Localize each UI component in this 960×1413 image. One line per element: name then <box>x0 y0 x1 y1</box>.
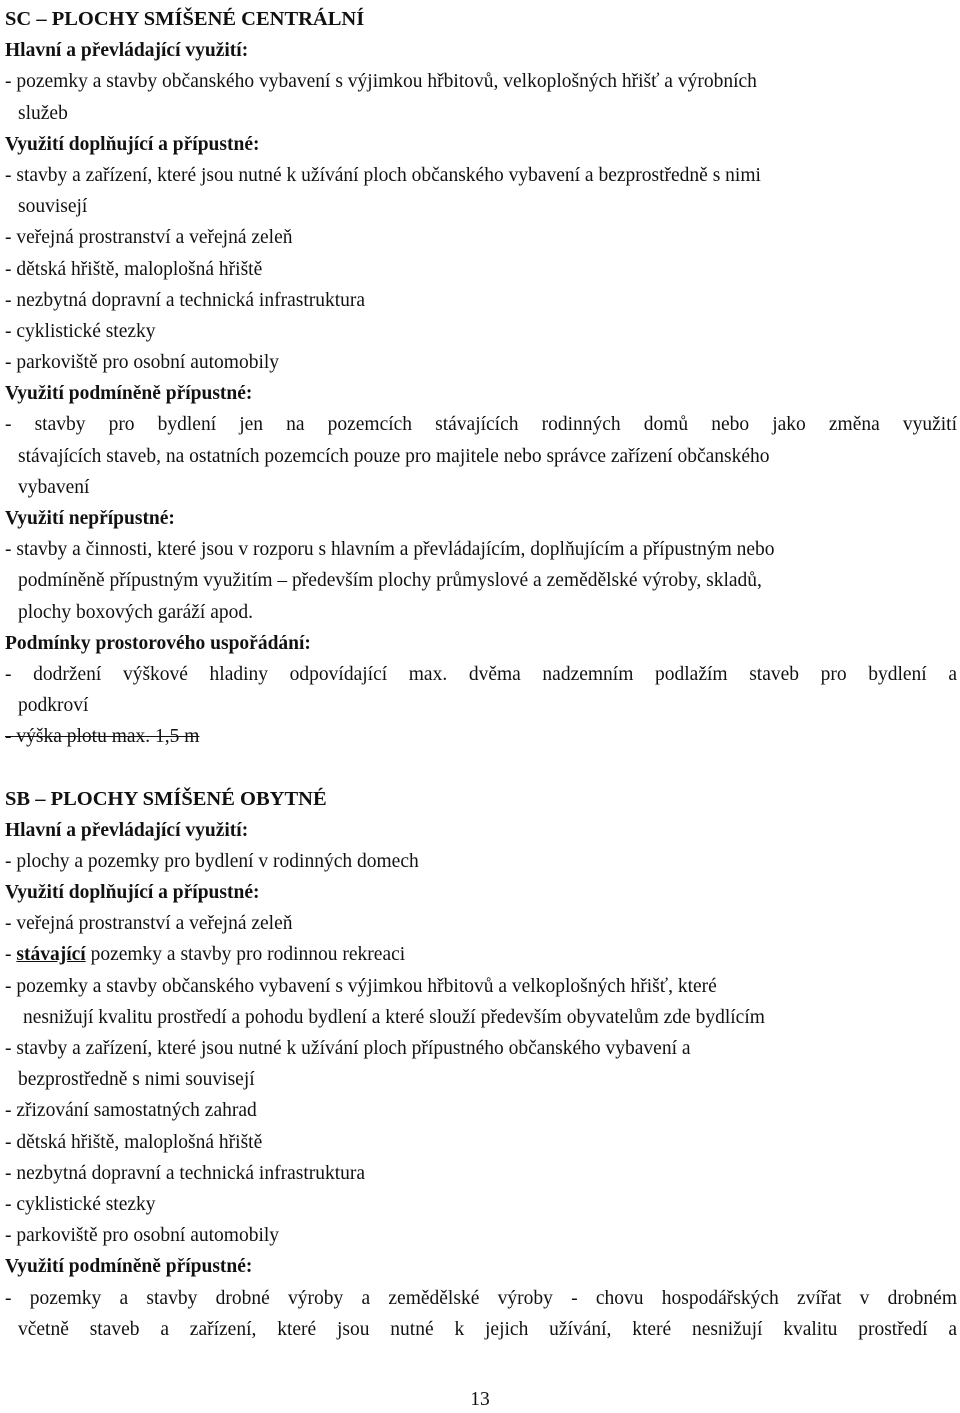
list-item-continuation: stávajících staveb, na ostatních pozemcích pouze pro majitele nebo správce zařízení občanského <box>18 445 770 467</box>
list-item: - cyklistické stezky <box>5 1193 156 1215</box>
heading-forbidden-use: Využití nepřípustné: <box>5 508 175 529</box>
list-item: - stavby a činnosti, které jsou v rozporu s hlavním a převládajícím, doplňujícím a přípustným nebo <box>5 539 775 561</box>
list-item-continuation: plochy boxových garáží apod. <box>18 601 254 623</box>
heading-supplementary-use: Využití doplňující a přípustné: <box>5 133 260 155</box>
list-item: - nezbytná dopravní a technická infrastruktura <box>5 1162 366 1184</box>
list-item: - plochy a pozemky pro bydlení v rodinných domech <box>5 850 419 872</box>
heading-main-use: Hlavní a převládající využití: <box>5 819 249 841</box>
list-item-continuation: vybavení <box>18 476 90 498</box>
list-item-continuation: podmíněně přípustným využitím – především plochy průmyslové a zemědělské výroby, skladů, <box>18 570 762 592</box>
list-item <box>5 939 957 970</box>
list-item: - pozemky a stavby občanského vybavení s výjimkou hřbitovů, velkoplošných hřišť a výrobních <box>5 71 757 93</box>
list-item: - dětská hřiště, maloplošná hřiště <box>5 258 263 280</box>
list-item: - veřejná prostranství a veřejná zeleň <box>5 227 293 249</box>
list-item: - dětská hřiště, maloplošná hřiště <box>5 1131 263 1153</box>
list-item-struck <box>5 721 957 752</box>
list-item: - pozemky a stavby občanského vybavení s výjimkou hřbitovů a velkoplošných hřišť, které <box>5 975 717 997</box>
section-title-sc: SC – PLOCHY SMÍŠENÉ CENTRÁLNÍ <box>5 8 365 30</box>
list-item: - zřizování samostatných zahrad <box>5 1100 257 1122</box>
page-number: 13 <box>470 1389 490 1410</box>
struck-text: - výška plotu max. 1,5 m <box>5 726 200 748</box>
list-item: - nezbytná dopravní a technická infrastruktura <box>5 289 366 311</box>
heading-main-use: Hlavní a převládající využití: <box>5 40 249 62</box>
list-item: - cyklistické stezky <box>5 320 156 342</box>
document-page <box>5 4 957 1345</box>
list-item: - dodržení výškové hladiny odpovídající max. dvěma nadzemním podlažím staveb pro bydlení a <box>5 663 957 685</box>
heading-supplementary-use: Využití doplňující a přípustné: <box>5 882 260 904</box>
list-item: - stavby a zařízení, které jsou nutné k užívání ploch přípustného občanského vybavení a <box>5 1038 691 1059</box>
section-title-sb: SB – PLOCHY SMÍŠENÉ OBYTNÉ <box>5 787 327 810</box>
list-item-continuation: souvisejí <box>18 196 88 218</box>
list-item: - stavby pro bydlení jen na pozemcích stávajících rodinných domů nebo jako změna využití <box>5 414 957 436</box>
heading-conditional-use: Využití podmíněně přípustné: <box>5 383 253 405</box>
list-item: - parkoviště pro osobní automobily <box>5 352 280 374</box>
list-item-continuation: bezprostředně s nimi souvisejí <box>18 1069 255 1091</box>
list-item: - stavby a zařízení, které jsou nutné k užívání ploch občanského vybavení a bezprostředně s nimi <box>5 164 761 186</box>
list-item-continuation: včetně staveb a zařízení, které jsou nutné k jejich užívání, které nesnižují kvalitu prostředí a <box>18 1318 957 1340</box>
list-item-text: pozemky a stavby pro rodinnou rekreaci <box>85 944 406 966</box>
list-item-continuation: podkroví <box>18 695 89 717</box>
section-gap <box>5 753 957 784</box>
emphasized-text: stávající <box>16 944 86 966</box>
heading-spatial-conditions: Podmínky prostorového uspořádání: <box>5 632 311 654</box>
list-item-continuation: služeb <box>18 102 68 124</box>
heading-conditional-use: Využití podmíněně přípustné: <box>5 1256 253 1278</box>
list-item-continuation: nesnižují kvalitu prostředí a pohodu bydlení a které slouží především obyvatelům zde bydlícím <box>23 1006 765 1028</box>
list-item: - veřejná prostranství a veřejná zeleň <box>5 913 293 935</box>
list-item: - parkoviště pro osobní automobily <box>5 1225 280 1247</box>
list-item: - pozemky a stavby drobné výroby a zemědělské výroby - chovu hospodářských zvířat v drobném <box>5 1287 957 1309</box>
list-dash: - <box>5 944 17 966</box>
